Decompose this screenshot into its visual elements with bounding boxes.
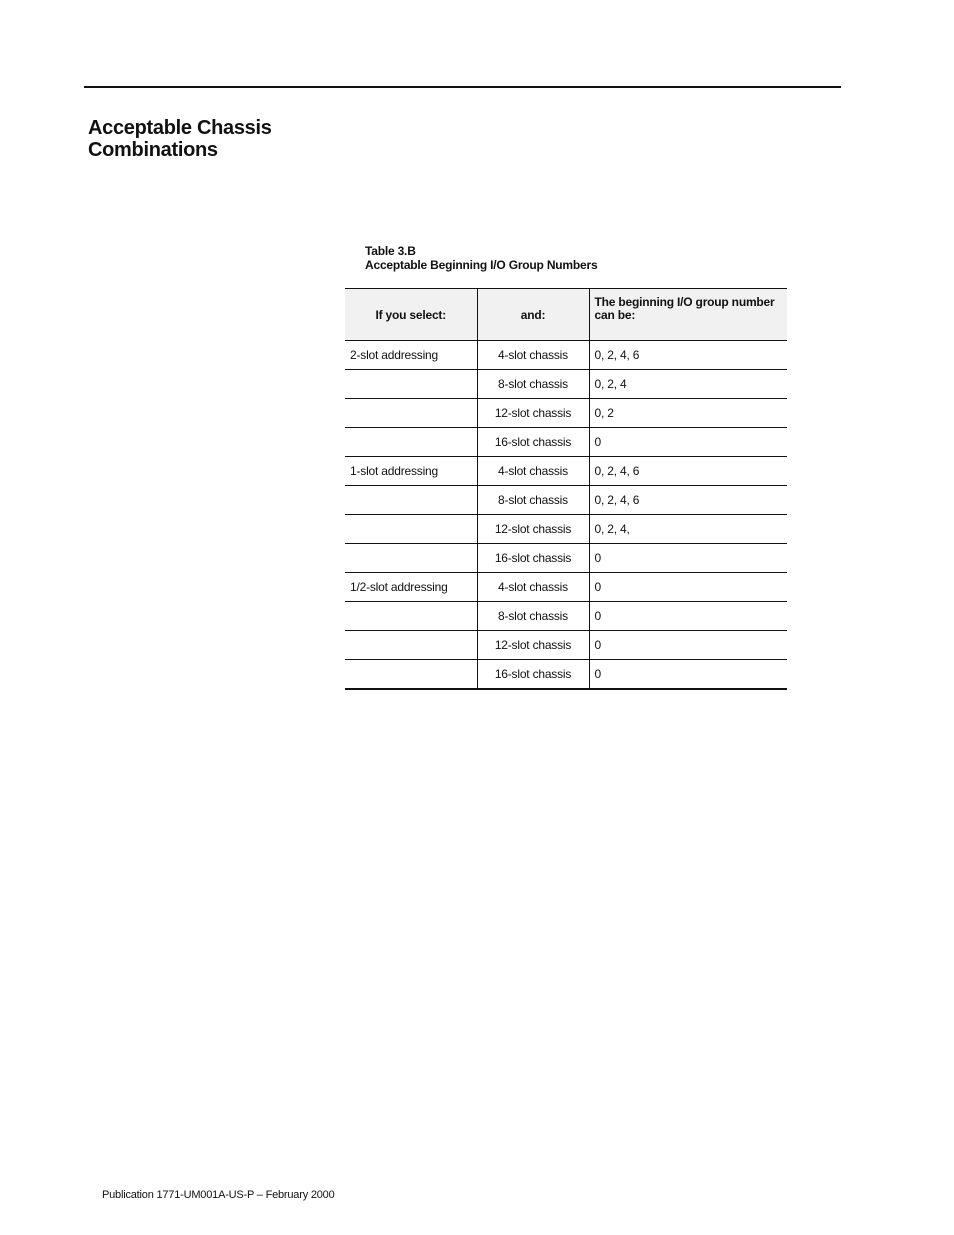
cell-chassis: 8-slot chassis <box>477 486 589 515</box>
cell-group-numbers: 0, 2, 4 <box>589 370 787 399</box>
cell-chassis: 12-slot chassis <box>477 515 589 544</box>
cell-addressing <box>345 428 477 457</box>
cell-group-numbers: 0 <box>589 573 787 602</box>
table-caption <box>365 244 597 272</box>
cell-chassis: 16-slot chassis <box>477 660 589 690</box>
table-caption-title: Acceptable Beginning I/O Group Numbers <box>365 258 598 272</box>
publication-footer: Publication 1771-UM001A-US-P – February 2000 <box>102 1189 335 1201</box>
table-body <box>345 341 787 690</box>
cell-group-numbers: 0 <box>589 602 787 631</box>
cell-group-numbers: 0, 2 <box>589 399 787 428</box>
section-title-line-2: Combinations <box>88 139 218 161</box>
cell-group-numbers: 0 <box>589 660 787 690</box>
cell-chassis: 8-slot chassis <box>477 602 589 631</box>
table-header-row <box>345 289 787 341</box>
cell-chassis: 16-slot chassis <box>477 544 589 573</box>
cell-chassis: 4-slot chassis <box>477 341 589 370</box>
cell-chassis: 12-slot chassis <box>477 631 589 660</box>
cell-chassis: 8-slot chassis <box>477 370 589 399</box>
table-row <box>345 457 787 486</box>
cell-addressing: 1/2-slot addressing <box>345 573 477 602</box>
header-and: and: <box>477 289 589 341</box>
cell-group-numbers: 0 <box>589 428 787 457</box>
cell-addressing <box>345 399 477 428</box>
cell-chassis: 4-slot chassis <box>477 573 589 602</box>
table-row <box>345 428 787 457</box>
table-row <box>345 370 787 399</box>
cell-addressing <box>345 544 477 573</box>
cell-group-numbers: 0 <box>589 544 787 573</box>
table-row <box>345 660 787 690</box>
cell-group-numbers: 0, 2, 4, 6 <box>589 341 787 370</box>
cell-group-numbers: 0, 2, 4, 6 <box>589 457 787 486</box>
cell-addressing <box>345 370 477 399</box>
cell-group-numbers: 0, 2, 4, <box>589 515 787 544</box>
cell-addressing <box>345 602 477 631</box>
io-group-table <box>345 288 787 690</box>
section-title-line-1: Acceptable Chassis <box>88 117 272 139</box>
cell-chassis: 12-slot chassis <box>477 399 589 428</box>
table-row <box>345 573 787 602</box>
header-beginning-group: The beginning I/O group number can be: <box>589 289 787 341</box>
table-row <box>345 341 787 370</box>
cell-group-numbers: 0 <box>589 631 787 660</box>
cell-addressing <box>345 515 477 544</box>
top-rule <box>84 86 841 88</box>
section-title <box>88 117 318 161</box>
cell-chassis: 16-slot chassis <box>477 428 589 457</box>
cell-addressing <box>345 486 477 515</box>
cell-addressing <box>345 631 477 660</box>
table-caption-number: Table 3.B <box>365 244 416 258</box>
table-row <box>345 486 787 515</box>
cell-addressing <box>345 660 477 690</box>
table-row <box>345 399 787 428</box>
cell-addressing: 1-slot addressing <box>345 457 477 486</box>
cell-group-numbers: 0, 2, 4, 6 <box>589 486 787 515</box>
cell-addressing: 2-slot addressing <box>345 341 477 370</box>
table-row <box>345 602 787 631</box>
cell-chassis: 4-slot chassis <box>477 457 589 486</box>
header-if-you-select: If you select: <box>345 289 477 341</box>
table-row <box>345 515 787 544</box>
table-row <box>345 631 787 660</box>
table-row <box>345 544 787 573</box>
